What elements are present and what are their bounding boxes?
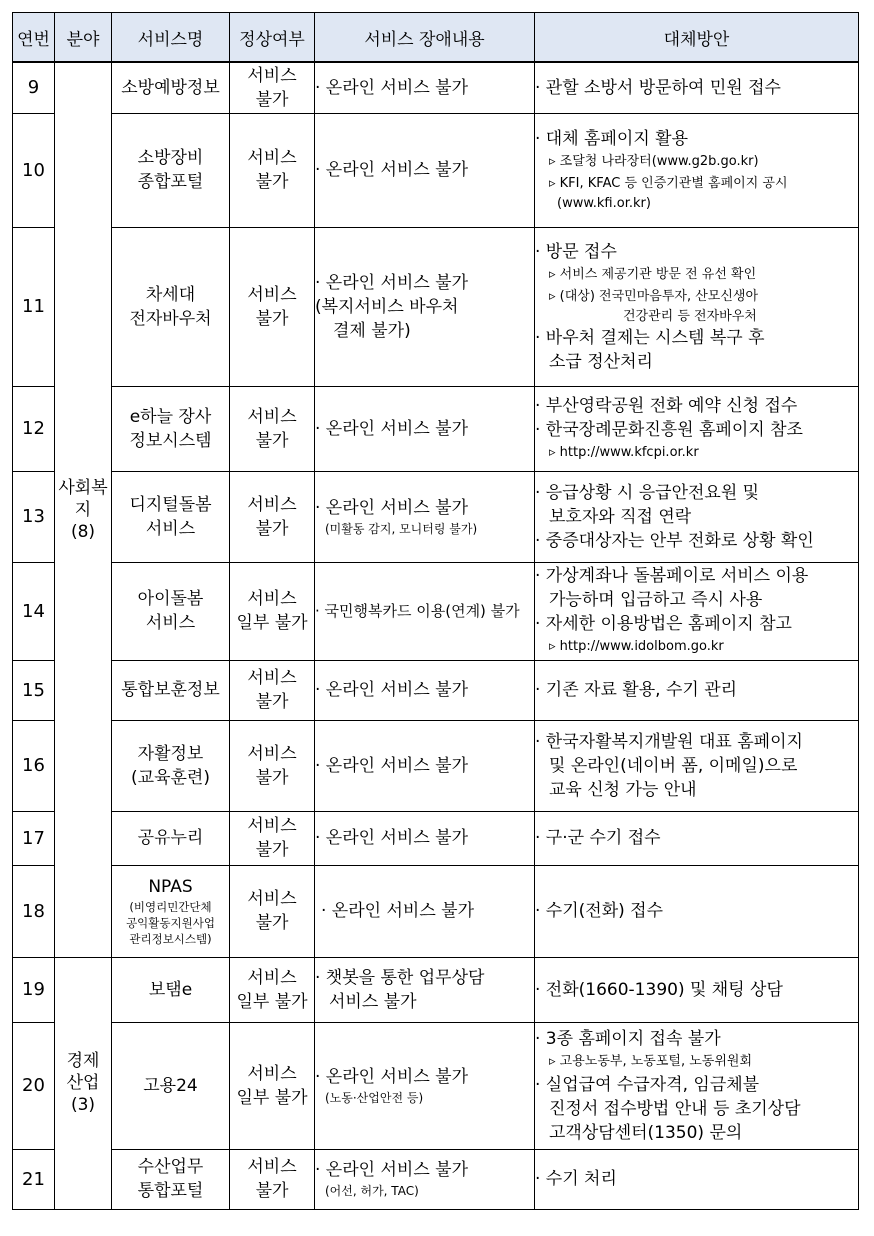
- header-alternative: 대체방안: [535, 13, 859, 63]
- header-status: 정상여부: [230, 13, 315, 63]
- status-text: 불가: [255, 840, 289, 860]
- failure-description: [315, 1022, 535, 1149]
- failure-text: · 온라인 서비스 불가: [315, 160, 468, 180]
- service-name: [112, 957, 230, 1022]
- alternative-plan: [535, 720, 859, 811]
- failure-description: [315, 660, 535, 720]
- category-economy: [55, 957, 112, 1209]
- alt-text: · 구·군 수기 접수: [535, 828, 661, 848]
- service-name-text: 보탬e: [148, 979, 193, 1000]
- service-status: [230, 865, 315, 957]
- alt-subtext: 건강관리 등 전자바우처: [623, 308, 757, 324]
- alternative-plan: [535, 113, 859, 227]
- failure-description: [315, 1149, 535, 1209]
- status-text: 불가: [255, 308, 289, 329]
- status-text: 불가: [255, 430, 289, 451]
- status-text: 일부 불가: [236, 991, 308, 1012]
- service-status: [230, 811, 315, 865]
- alternative-plan: [535, 386, 859, 471]
- table-row: [13, 562, 859, 660]
- failure-description: [315, 471, 535, 562]
- failure-text: · 온라인 서비스 불가: [315, 680, 468, 700]
- failure-description: [315, 865, 535, 957]
- service-name-text: 정보시스템: [129, 430, 212, 451]
- service-name-text: (교육훈련): [131, 767, 210, 788]
- alt-text: · 실업급여 수급자격, 임금체불: [535, 1074, 760, 1095]
- failure-description: [315, 62, 535, 113]
- alternative-plan: [535, 957, 859, 1022]
- service-name-text: 차세대: [145, 284, 196, 305]
- table-row: [13, 811, 859, 865]
- service-status: [230, 1022, 315, 1149]
- service-name-text: 통합포털: [137, 1181, 204, 1201]
- alternative-plan: [535, 660, 859, 720]
- service-status: [230, 1149, 315, 1209]
- alternative-plan: [535, 62, 859, 113]
- service-name-text: 소방장비: [137, 148, 204, 168]
- row-number: 10: [13, 113, 55, 227]
- alt-subtext: ▹ KFI, KFAC 등 인증기관별 홈페이지 공시: [549, 176, 788, 191]
- status-text: 서비스: [247, 889, 297, 909]
- service-name-text: 자활정보: [137, 743, 204, 764]
- failure-text: · 온라인 서비스 불가: [321, 901, 474, 921]
- status-text: 서비스: [247, 1157, 297, 1177]
- failure-description: [315, 957, 535, 1022]
- failure-description: [315, 227, 535, 386]
- category-label: 산업: [66, 1073, 100, 1093]
- status-text: 서비스: [247, 284, 297, 305]
- service-name-text: NPAS: [148, 877, 193, 897]
- service-name: [112, 865, 230, 957]
- alt-text: · 대체 홈페이지 활용: [535, 129, 688, 149]
- status-text: 서비스: [247, 406, 297, 427]
- table-row: [13, 1149, 859, 1209]
- row-number: 13: [13, 471, 55, 562]
- failure-text: (복지서비스 바우처: [315, 296, 459, 317]
- failure-text: · 온라인 서비스 불가: [315, 1160, 468, 1180]
- service-status: [230, 386, 315, 471]
- service-name-text: 통합보훈정보: [121, 680, 220, 700]
- table-row: [13, 957, 859, 1022]
- table-row: [13, 227, 859, 386]
- category-count: (3): [70, 1095, 96, 1115]
- alt-text: · 중증대상자는 안부 전화로 상황 확인: [535, 530, 814, 551]
- header-no: 연번: [13, 13, 55, 63]
- alt-text: 교육 신청 가능 안내: [549, 779, 697, 800]
- service-name: [112, 62, 230, 113]
- service-outage-table: [12, 12, 859, 1210]
- failure-description: [315, 720, 535, 811]
- alternative-plan: [535, 227, 859, 386]
- alt-text: · 전화(1660-1390) 및 채팅 상담: [535, 979, 783, 1000]
- alt-text: · 기존 자료 활용, 수기 관리: [535, 680, 738, 700]
- category-label: 지: [74, 499, 92, 520]
- header-row: [13, 13, 859, 63]
- table-row: [13, 471, 859, 562]
- alt-text: · 바우처 결제는 시스템 복구 후: [535, 327, 765, 348]
- failure-text: · 온라인 서비스 불가: [315, 77, 468, 98]
- alt-text: · 한국자활복지개발원 대표 홈페이지: [535, 731, 803, 752]
- alt-text: · 수기(전화) 접수: [535, 901, 664, 921]
- status-text: 서비스: [247, 743, 297, 764]
- service-name: [112, 1149, 230, 1209]
- row-number: 9: [13, 62, 55, 113]
- status-text: 서비스: [247, 494, 297, 515]
- table-row: [13, 720, 859, 811]
- row-number: 15: [13, 660, 55, 720]
- service-name-text: 공유누리: [137, 828, 204, 848]
- service-name-subtext: 공익활동지원사업: [126, 916, 215, 930]
- service-status: [230, 113, 315, 227]
- table-row: [13, 865, 859, 957]
- service-status: [230, 720, 315, 811]
- status-text: 불가: [255, 172, 289, 192]
- failure-text: · 챗봇을 통한 업무상담: [315, 967, 485, 988]
- row-number: 20: [13, 1022, 55, 1149]
- alt-text: · 응급상황 시 응급안전요원 및: [535, 482, 760, 503]
- service-name-text: 소방예방정보: [121, 77, 220, 98]
- failure-description: [315, 113, 535, 227]
- service-name: [112, 113, 230, 227]
- alt-text: · 관할 소방서 방문하여 민원 접수: [535, 77, 781, 98]
- service-name: [112, 660, 230, 720]
- service-status: [230, 562, 315, 660]
- row-number: 17: [13, 811, 55, 865]
- alt-text: · 방문 접수: [535, 241, 617, 262]
- table-row: [13, 386, 859, 471]
- service-name-text: 아이돌봄: [137, 589, 204, 609]
- header-failure: 서비스 장애내용: [315, 13, 535, 63]
- status-text: 서비스: [247, 668, 297, 688]
- row-number: 19: [13, 957, 55, 1022]
- row-number: 16: [13, 720, 55, 811]
- alternative-plan: [535, 865, 859, 957]
- row-number: 14: [13, 562, 55, 660]
- service-name-text: 서비스: [145, 518, 196, 539]
- status-text: 불가: [255, 518, 289, 539]
- failure-text: · 온라인 서비스 불가: [315, 1066, 468, 1087]
- service-name-subtext: 관리정보시스템): [129, 932, 212, 946]
- alt-text: 고객상담센터(1350) 문의: [549, 1122, 743, 1143]
- alternative-plan: [535, 1022, 859, 1149]
- service-name: [112, 471, 230, 562]
- alt-text: · 한국장례문화진흥원 홈페이지 참조: [535, 419, 803, 440]
- failure-subtext: (미활동 감지, 모니터링 불가): [325, 521, 478, 536]
- status-text: 서비스: [247, 1063, 297, 1084]
- alt-text: 진정서 접수방법 안내 등 초기상담: [549, 1098, 801, 1119]
- category-label: 사회복: [58, 477, 108, 498]
- alt-text: 보호자와 직접 연락: [549, 506, 692, 527]
- status-text: 서비스: [247, 148, 297, 168]
- alt-text: · 3종 홈페이지 접속 불가: [535, 1028, 721, 1049]
- alternative-plan: [535, 471, 859, 562]
- status-text: 서비스: [247, 816, 297, 836]
- service-status: [230, 227, 315, 386]
- alt-subtext: ▹ 서비스 제공기관 방문 전 유선 확인: [549, 266, 757, 282]
- table-row: [13, 1022, 859, 1149]
- row-number: 18: [13, 865, 55, 957]
- alt-subtext: ▹ (대상) 전국민마음투자, 산모신생아: [549, 288, 759, 304]
- status-text: 서비스: [247, 65, 297, 86]
- status-text: 불가: [255, 1181, 289, 1201]
- alt-text: 소급 정산처리: [549, 351, 653, 372]
- alternative-plan: [535, 1149, 859, 1209]
- alt-text: 가능하며 입금하고 즉시 사용: [549, 590, 763, 610]
- failure-subtext: (노동·산업안전 등): [325, 1090, 424, 1105]
- status-text: 불가: [255, 913, 289, 933]
- failure-text: · 국민행복카드 이용(연계) 불가: [315, 602, 520, 620]
- category-welfare: [55, 62, 112, 957]
- alt-text: · 부산영락공원 전화 예약 신청 접수: [535, 395, 798, 416]
- service-name: [112, 386, 230, 471]
- category-count: (8): [70, 521, 96, 542]
- failure-text: · 온라인 서비스 불가: [315, 497, 468, 518]
- header-category: 분야: [55, 13, 112, 63]
- status-text: 불가: [255, 692, 289, 712]
- failure-text: · 온라인 서비스 불가: [315, 828, 468, 848]
- category-label: 경제: [66, 1051, 100, 1071]
- failure-description: [315, 386, 535, 471]
- row-number: 12: [13, 386, 55, 471]
- alt-text: · 자세한 이용방법은 홈페이지 참고: [535, 614, 792, 634]
- alt-subtext: (www.kfi.or.kr): [557, 196, 651, 211]
- status-text: 서비스: [247, 589, 297, 609]
- failure-text: 결제 불가): [333, 320, 411, 341]
- service-name-text: 서비스: [145, 613, 196, 633]
- alt-subtext: ▹ http://www.kfcpi.or.kr: [549, 444, 699, 460]
- failure-subtext: (어선, 허가, TAC): [325, 1184, 419, 1198]
- service-status: [230, 62, 315, 113]
- service-name-text: e하늘 장사: [129, 406, 212, 427]
- service-status: [230, 471, 315, 562]
- service-name: [112, 227, 230, 386]
- table-row: [13, 113, 859, 227]
- service-name: [112, 562, 230, 660]
- alt-text: · 수기 처리: [535, 1169, 617, 1189]
- service-name-text: 전자바우처: [129, 308, 212, 329]
- service-status: [230, 957, 315, 1022]
- alt-subtext: ▹ 고용노동부, 노동포털, 노동위원회: [549, 1053, 752, 1069]
- service-name: [112, 720, 230, 811]
- failure-text: 서비스 불가: [329, 991, 417, 1012]
- service-status: [230, 660, 315, 720]
- table-row: [13, 660, 859, 720]
- alt-text: 및 온라인(네이버 폼, 이메일)으로: [549, 755, 798, 776]
- failure-description: [315, 562, 535, 660]
- status-text: 일부 불가: [236, 1087, 308, 1108]
- service-name: [112, 1022, 230, 1149]
- service-name-text: 디지털돌봄: [129, 494, 212, 515]
- status-text: 일부 불가: [236, 613, 308, 633]
- alt-subtext: ▹ 조달청 나라장터(www.g2b.go.kr): [549, 154, 759, 169]
- row-number: 21: [13, 1149, 55, 1209]
- status-text: 불가: [255, 767, 289, 788]
- failure-description: [315, 811, 535, 865]
- service-name-text: 수산업무: [137, 1157, 204, 1177]
- alt-text: · 가상계좌나 돌봄페이로 서비스 이용: [535, 566, 809, 586]
- service-name-subtext: (비영리민간단체: [129, 900, 212, 914]
- status-text: 불가: [255, 89, 289, 110]
- alternative-plan: [535, 562, 859, 660]
- alternative-plan: [535, 811, 859, 865]
- service-name-text: 종합포털: [137, 172, 204, 192]
- failure-text: · 온라인 서비스 불가: [315, 755, 468, 776]
- header-service-name: 서비스명: [112, 13, 230, 63]
- service-name: [112, 811, 230, 865]
- status-text: 서비스: [247, 967, 297, 988]
- table-row: [13, 62, 859, 113]
- alt-subtext: ▹ http://www.idolbom.go.kr: [549, 639, 724, 654]
- failure-text: · 온라인 서비스 불가: [315, 272, 468, 293]
- failure-text: · 온라인 서비스 불가: [315, 418, 468, 439]
- row-number: 11: [13, 227, 55, 386]
- service-name-text: 고용24: [143, 1075, 198, 1096]
